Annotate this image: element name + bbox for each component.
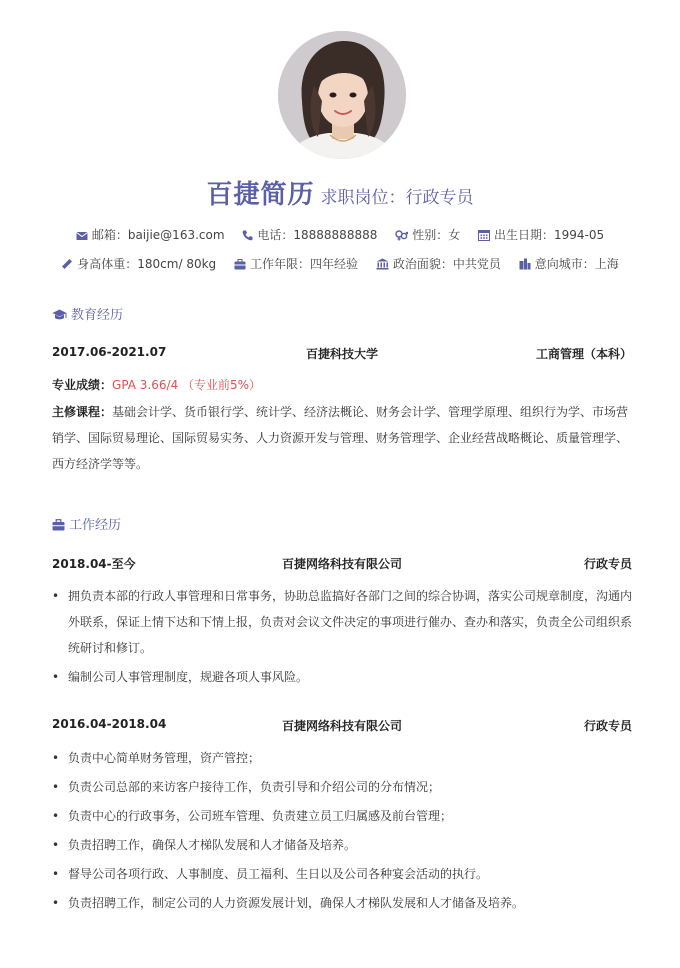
info-row-details <box>0 255 680 273</box>
briefcase-small-icon <box>234 259 246 273</box>
resume-title <box>0 174 680 211</box>
gpa-label: 专业成绩： <box>52 378 113 392</box>
bullet-dot: • <box>52 780 60 794</box>
list-item <box>52 890 632 916</box>
info-work-years <box>234 255 358 273</box>
bullet-dot: • <box>52 589 60 603</box>
birth-text: 出生日期：1994-05 <box>494 228 605 242</box>
bullet-dot: • <box>52 751 60 765</box>
info-row-contact <box>0 226 680 244</box>
education-section-label: 教育经历 <box>71 308 124 323</box>
education-major: 工商管理（本科） <box>535 347 632 361</box>
job-company: 百捷网络科技有限公司 <box>281 557 402 571</box>
bullet-dot: • <box>52 670 60 684</box>
list-item <box>52 803 632 829</box>
job-bullets <box>52 583 632 693</box>
avatar <box>278 31 406 159</box>
info-city <box>519 255 619 273</box>
list-item-text: 拥负责本部的行政人事管理和日常事务，协助总监搞好各部门之间的综合协调，落实公司规章制度，沟通内外联系，保证上情下达和下情上报，负责对会议文件决定的事项进行催办、查办和落实，负责全公司组织系统研讨和修订。 <box>68 589 633 655</box>
height-weight-text: 身高体重：180cm/ 80kg <box>77 257 217 271</box>
list-item-text: 负责中心的行政事务，公司班车管理、负责建立员工归属感及前台管理； <box>68 809 453 823</box>
job-role: 行政专员 <box>583 719 632 733</box>
courses-value: 基础会计学、货币银行学、统计学、经济法概论、财务会计学、管理学原理、组织行为学、市场营销学、国际贸易理论、国际贸易实务、人力资源开发与管理、财务管理学、企业经营战略概论、质量管理学、西方经济学等等。 <box>52 405 629 471</box>
list-item-text: 负责招聘工作，确保人才梯队发展和人才储备及培养。 <box>68 838 357 852</box>
resume-name: 百捷简历 <box>206 180 315 210</box>
education-period: 2017.06-2021.07 <box>52 345 167 359</box>
list-item <box>52 861 632 887</box>
list-item-text: 负责中心简单财务管理，资产管控； <box>68 751 261 765</box>
education-courses <box>52 399 632 477</box>
list-item-text: 督导公司各项行政、人事制度、员工福利、生日以及公司各种宴会活动的执行。 <box>68 867 489 881</box>
work-section-label: 工作经历 <box>69 518 122 533</box>
bank-icon <box>376 258 389 273</box>
bullet-dot: • <box>52 809 60 823</box>
politics-text: 政治面貌：中共党员 <box>392 257 501 271</box>
info-email <box>76 226 225 244</box>
job-role: 行政专员 <box>583 557 632 571</box>
job-period: 2016.04-2018.04 <box>52 717 167 731</box>
gender-icon <box>395 230 408 244</box>
phone-text: 电话：18888888888 <box>257 228 378 242</box>
info-height-weight <box>61 255 216 273</box>
envelope-icon <box>76 230 88 244</box>
bullet-dot: • <box>52 896 60 910</box>
info-birth <box>478 226 604 244</box>
list-item-text: 编制公司人事管理制度，规避各项人事风险。 <box>68 670 309 684</box>
job-period: 2018.04-至今 <box>52 557 136 571</box>
courses-label: 主修课程： <box>52 405 113 419</box>
gpa-value: GPA 3.66/4 （专业前5%） <box>112 378 262 392</box>
job-company: 百捷网络科技有限公司 <box>281 719 402 733</box>
ruler-icon <box>61 258 73 273</box>
job-entry-header <box>52 717 632 737</box>
city-icon <box>519 258 531 273</box>
job-position: 求职岗位：行政专员 <box>320 188 474 208</box>
list-item <box>52 774 632 800</box>
briefcase-icon <box>52 519 65 535</box>
education-section-title <box>52 304 123 325</box>
city-text: 意向城市：上海 <box>534 257 619 271</box>
work-years-text: 工作年限：四年经验 <box>250 257 359 271</box>
info-politics <box>376 255 501 273</box>
education-school: 百捷科技大学 <box>305 347 378 361</box>
education-gpa <box>52 372 632 398</box>
email-text: 邮箱：baijie@163.com <box>91 228 225 242</box>
calendar-icon <box>478 229 490 244</box>
list-item <box>52 832 632 858</box>
avatar-portrait-image <box>278 31 406 159</box>
bullet-dot: • <box>52 867 60 881</box>
list-item <box>52 664 632 690</box>
job-entry-header <box>52 555 632 575</box>
list-item-text: 负责公司总部的来访客户接待工作，负责引导和介绍公司的分布情况； <box>68 780 441 794</box>
phone-icon <box>242 230 253 244</box>
graduation-cap-icon <box>52 309 67 325</box>
list-item <box>52 583 632 661</box>
job-bullets <box>52 745 632 919</box>
work-section-title <box>52 514 121 535</box>
bullet-dot: • <box>52 838 60 852</box>
info-phone <box>242 226 377 244</box>
info-gender <box>395 226 460 244</box>
gender-text: 性别：女 <box>412 228 461 242</box>
list-item <box>52 745 632 771</box>
list-item-text: 负责招聘工作，制定公司的人力资源发展计划，确保人才梯队发展和人才储备及培养。 <box>68 896 525 910</box>
education-entry-header <box>52 345 632 365</box>
